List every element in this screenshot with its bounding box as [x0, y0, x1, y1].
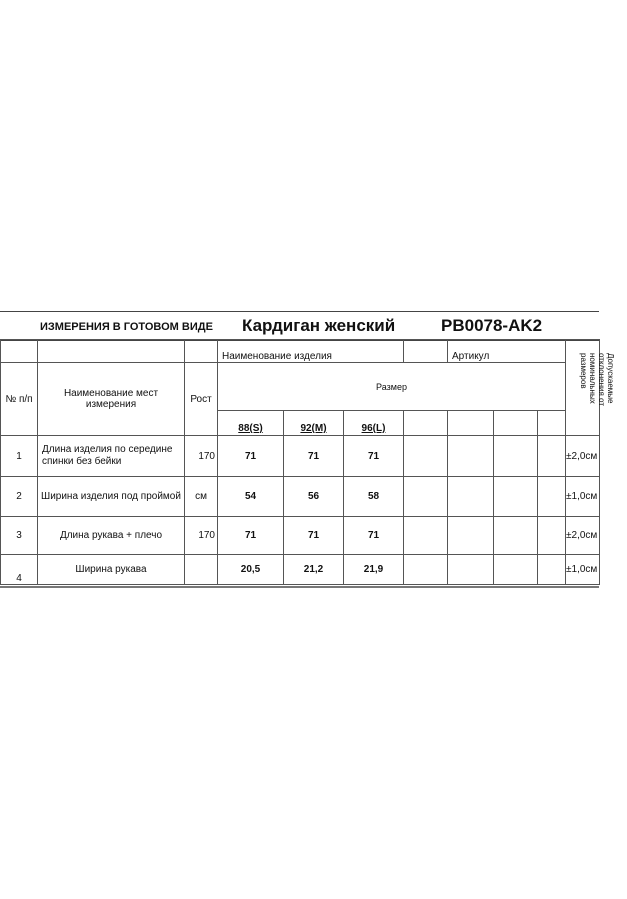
article-label: Артикул: [448, 340, 566, 363]
product-title: Кардиган женский: [242, 316, 396, 335]
title-row: [0, 311, 599, 341]
tolerance-header: [566, 340, 615, 436]
blank-cell: [404, 477, 448, 517]
blank-cell: [448, 436, 494, 477]
size-value: 54: [218, 477, 284, 517]
size-value: 71: [218, 517, 284, 555]
measure-name: Длина рукава + плечо: [38, 517, 185, 555]
row-height: 170: [185, 517, 218, 555]
size-value: 71: [284, 517, 344, 555]
row-number: 1: [1, 436, 38, 477]
size-value: 71: [344, 517, 404, 555]
blank-cell: [404, 340, 448, 363]
size-label: 88(S): [218, 411, 284, 436]
measurements-title: ИЗМЕРЕНИЯ В ГОТОВОМ ВИДЕ: [40, 321, 213, 333]
size-value: 71: [218, 436, 284, 477]
size-value: 71: [344, 436, 404, 477]
measure-name-header: Наименование мест измерения: [38, 363, 185, 436]
tolerance-value: ±1,0см: [566, 555, 600, 585]
row-number: 3: [1, 517, 38, 555]
blank-cell: [494, 436, 538, 477]
size-value: 21,2: [284, 555, 344, 585]
blank-cell: [1, 340, 38, 363]
row-height: [185, 555, 218, 585]
size-chart-sheet: [0, 311, 615, 586]
table-row: [1, 517, 600, 555]
blank-cell: [185, 340, 218, 363]
size-value: 71: [284, 436, 344, 477]
blank-cell: [404, 517, 448, 555]
measure-name: Ширина изделия под проймой: [38, 477, 185, 517]
bottom-divider: [0, 586, 599, 588]
blank-cell: [494, 555, 538, 585]
size-value: 21,9: [344, 555, 404, 585]
size-value: 58: [344, 477, 404, 517]
blank-cell: [404, 411, 448, 436]
tolerance-value: ±2,0см: [566, 517, 600, 555]
header-row: [1, 363, 600, 411]
measurement-table: [0, 339, 615, 585]
tolerance-header-text: Допускаемые отклонения от номинальных размеров: [578, 352, 615, 406]
row-number: 2: [1, 477, 38, 517]
size-value: 56: [284, 477, 344, 517]
number-header: № п/п: [1, 363, 38, 436]
row-number: 4: [1, 555, 38, 585]
blank-cell: [538, 555, 566, 585]
size-header: Размер: [218, 363, 566, 411]
measure-name: Длина изделия по середине спинки без бейки: [38, 436, 185, 477]
size-value: 20,5: [218, 555, 284, 585]
tolerance-value: ±1,0см: [566, 477, 600, 517]
blank-cell: [448, 555, 494, 585]
blank-cell: [538, 517, 566, 555]
tolerance-value: ±2,0см: [566, 436, 600, 477]
blank-cell: [404, 436, 448, 477]
blank-cell: [448, 517, 494, 555]
row-height: см: [185, 477, 218, 517]
size-label: 96(L): [344, 411, 404, 436]
product-code: PB0078-AK2: [441, 316, 543, 335]
blank-cell: [538, 436, 566, 477]
blank-cell: [448, 411, 494, 436]
blank-cell: [38, 340, 185, 363]
product-name-label: Наименование изделия: [218, 340, 404, 363]
blank-cell: [494, 411, 538, 436]
blank-cell: [538, 411, 566, 436]
blank-cell: [494, 517, 538, 555]
table-row: [1, 477, 600, 517]
height-header: Рост: [185, 363, 218, 436]
subheader-row: [1, 340, 600, 363]
blank-cell: [494, 477, 538, 517]
size-label: 92(M): [284, 411, 344, 436]
blank-cell: [404, 555, 448, 585]
table-row: [1, 436, 600, 477]
table-row: [1, 555, 600, 585]
blank-cell: [448, 477, 494, 517]
row-height: 170: [185, 436, 218, 477]
blank-cell: [538, 477, 566, 517]
measure-name: Ширина рукава: [38, 555, 185, 585]
